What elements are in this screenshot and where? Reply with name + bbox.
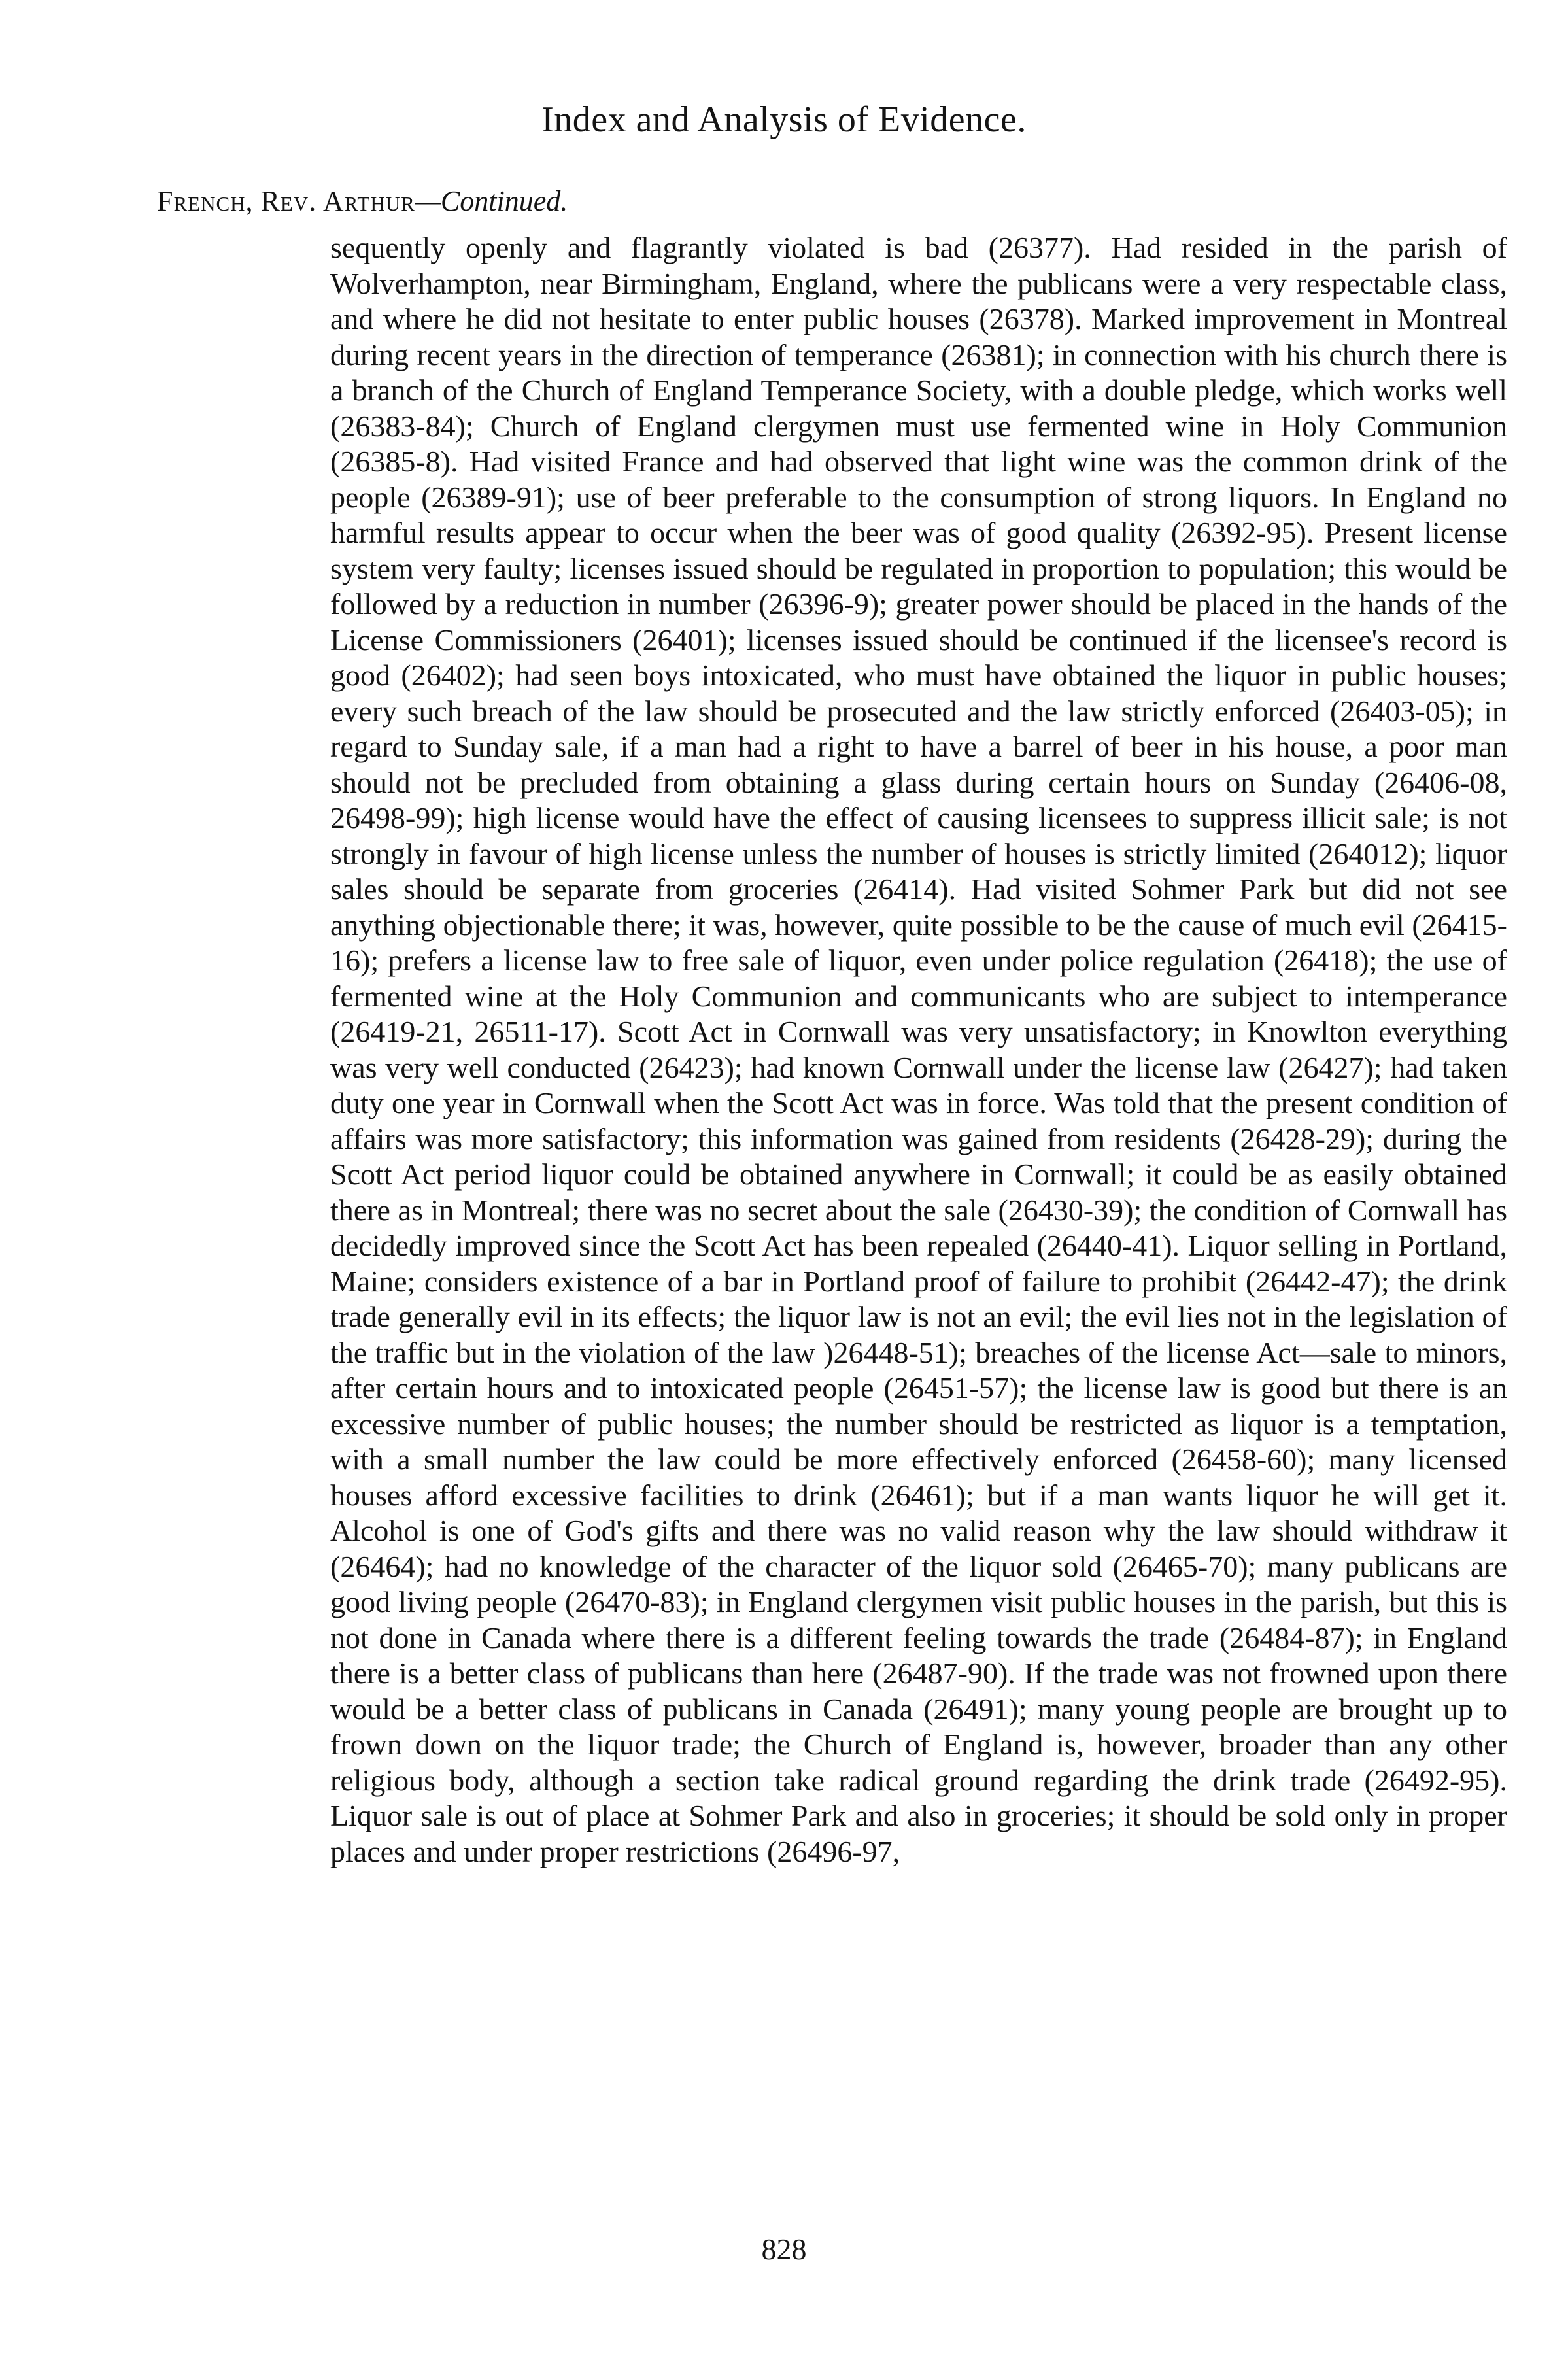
page-number: 828: [761, 2232, 807, 2266]
entry-title: Rev. Arthur: [260, 185, 415, 217]
entry-body-text: sequently openly and flagrantly violated is bad (26377). Had resided in the parish of Wolverhampton, near Birmingham, England, where the publicans were a very respectable class, and where he did not hesitate to enter public houses (26378). Marked improvement in Montreal during recent years in the direction of temperance (26381); in connection with his church there is a branch of the Church of England Temperance Society, with a double pledge, which works well (26383-84); Church of England clergymen must use fermented wine in Holy Communion (26385-8). Had visited France and had observed that light wine was the common drink of the people (26389-91); use of beer preferable to the consumption of strong liquors. In England no harmful results appear to occur when the beer was of good quality (26392-95). Present license system very faulty; licenses issued should be regulated in proportion to population; this would be followed by a reduction in number (26396-9); greater power should be placed in the hands of the License Commissioners (26401); licenses issued should be continued if the licensee's record is good (26402); had seen boys intoxicated, who must have obtained the liquor in public houses; every such breach of the law should be prosecuted and the law strictly enforced (26403-05); in regard to Sunday sale, if a man had a right to have a barrel of beer in his house, a poor man should not be precluded from obtaining a glass during certain hours on Sunday (26406-08, 26498-99); high license would have the effect of causing licensees to suppress illicit sale; is not strongly in favour of high license unless the number of houses is strictly limited (264012); liquor sales should be separate from groceries (26414). Had visited Sohmer Park but did not see anything objectionable there; it was, however, quite possible to be the cause of much evil (26415-16); prefers a license law to free sale of liquor, even under police regulation (26418); the use of fermented wine at the Holy Communion and communicants who are subject to intemperance (26419-21, 26511-17). Scott Act in Cornwall was very unsatisfactory; in Knowlton everything was very well conducted (26423); had known Cornwall under the license law (26427); had taken duty one year in Cornwall when the Scott Act was in force. Was told that the present condition of affairs was more satisfactory; this information was gained from residents (26428-29); during the Scott Act period liquor could be obtained anywhere in Cornwall; it could be as easily obtained there as in Montreal; there was no secret about the sale (26430-39); the condition of Cornwall has decidedly improved since the Scott Act has been repealed (26440-41). Liquor selling in Portland, Maine; considers existence of a bar in Portland proof of failure to prohibit (26442-47); the drink trade generally evil in its effects; the liquor law is not an evil; the evil lies not in the legislation of the traffic but in the violation of the law )26448-51); breaches of the license Act—sale to minors, after certain hours and to intoxicated people (26451-57); the license law is good but there is an excessive number of public houses; the number should be restricted as liquor is a temptation, with a small number the law could be more effectively enforced (26458-60); many licensed houses afford excessive facilities to drink (26461); but if a man wants liquor he will get it. Alcohol is one of God's gifts and there was no valid reason why the law should withdraw it (26464); had no knowledge of the character of the liquor sold (26465-70); many publicans are good living people (26470-83); in England clergymen visit public houses in the parish, but this is not done in Canada where there is a different feeling towards the trade (26484-87); in England there is a better class of publicans than here (26487-90). If the trade was not frowned upon there would be a better class of publicans in Canada (26491); many young people are brought up to frown down on the liquor trade; the Church of England is, however, broader than any other religious body, although a section take radical ground regarding the drink trade (26492-95). Liquor sale is out of place at Sohmer Park and also in groceries; it should be sold only in proper places and under proper restrictions (26496-97,: [330, 231, 1507, 1868]
entry-heading: [157, 182, 568, 221]
page-title: Index and Analysis of Evidence.: [541, 99, 1027, 140]
entry-surname: French,: [157, 185, 254, 217]
entry-continued: —Continued.: [415, 185, 568, 217]
